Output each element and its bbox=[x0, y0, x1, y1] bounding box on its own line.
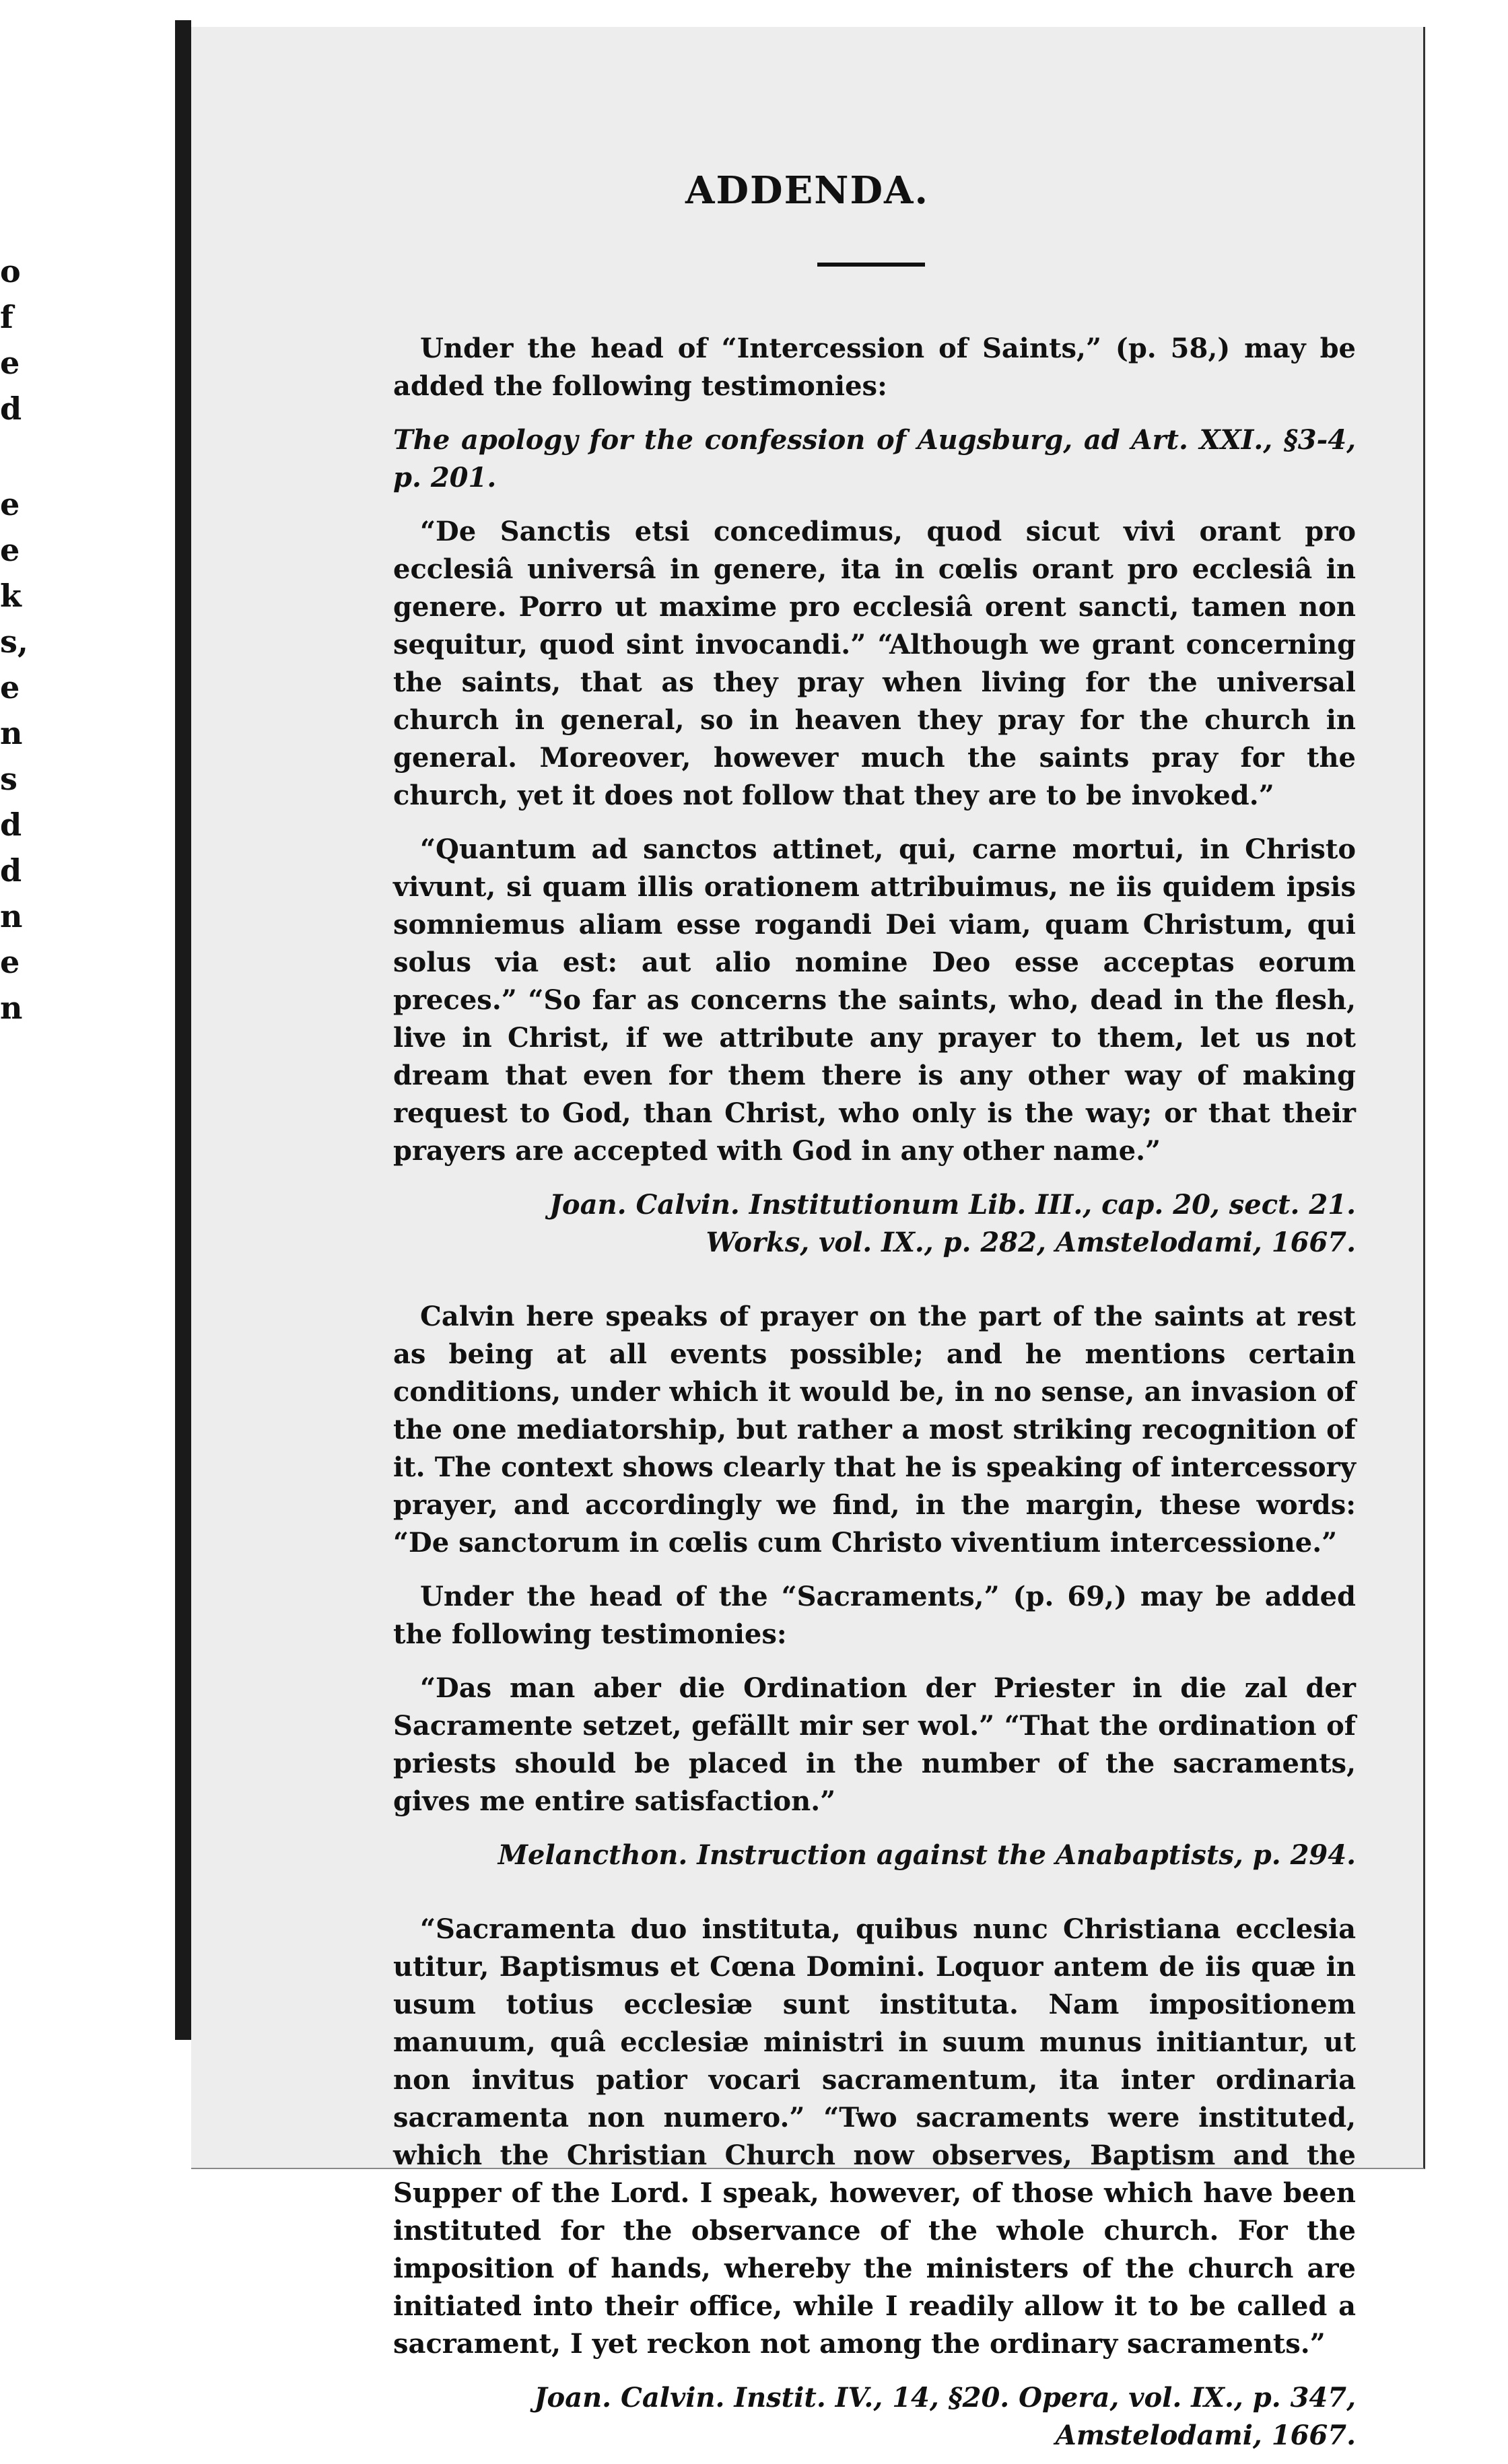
quote-paragraph: “Quantum ad sanctos attinet, qui, carne mortui, in Christo vivunt, si quam illis orationem attribuimus, ne iis quidem ipsis somniemus aliam esse rogandi Dei viam, quam Christum, qui solus via est: aut alio nomine Deo esse acceptas eorum preces.” “So far as concerns the saints, who, dead in the flesh, live in Christ, if we attribute any prayer to them, let us not dream that even for them there is any other way of making request to God, than Christ, who only is the way; or that their prayers are accepted with God in any other name.” bbox=[393, 833, 1356, 1167]
margin-letter: k bbox=[0, 578, 22, 614]
page-body bbox=[393, 330, 1356, 2464]
citation-line: Amstelodami, 1667. bbox=[1055, 2420, 1356, 2451]
section-intro-sacraments: Under the head of the “Sacraments,” (p. 69,) may be added the following testimonies: bbox=[393, 1581, 1356, 1650]
quote-paragraph: “Sacramenta duo instituta, quibus nunc Christiana ecclesia utitur, Baptismus et Cœna Domini. Loquor antem de iis quæ in usum totius ecclesiæ sunt instituta. Nam impositionem manuum, quâ ecclesiæ ministri in suum munus initiantur, ut non invitus patior vocari sacramentum, ita inter ordinaria sacramenta non numero.” “Two sacraments were instituted, which the Christian Church now observes, Baptism and the Supper of the Lord. I speak, however, of those which have been instituted for the observance of the whole church. For the imposition of hands, whereby the ministers of the church are initiated into their office, while I readily allow it to be called a sacrament, I yet reckon not among the ordinary sacraments.” bbox=[393, 1913, 1356, 2360]
section-intro-saints: Under the head of “Intercession of Saints,” (p. 58,) may be added the following testimonies: bbox=[393, 333, 1356, 402]
book-spine bbox=[175, 20, 191, 2040]
margin-letter: e bbox=[0, 345, 20, 381]
margin-letter: e bbox=[0, 486, 20, 522]
page-title: ADDENDA. bbox=[685, 168, 929, 213]
document-page bbox=[191, 27, 1425, 2451]
citation bbox=[393, 2379, 1356, 2455]
margin-letter: n bbox=[0, 715, 23, 751]
citation-line: Joan. Calvin. Instit. IV., 14, §20. Opera, vol. IX., p. 347, bbox=[534, 2382, 1356, 2414]
margin-letter: e bbox=[0, 944, 20, 980]
margin-letter: s bbox=[0, 761, 18, 797]
margin-letter: n bbox=[0, 990, 23, 1026]
citation-line: Joan. Calvin. Institutionum Lib. III., cap. 20, sect. 21. bbox=[549, 1189, 1356, 1221]
margin-letter: d bbox=[0, 852, 22, 889]
margin-letter: s, bbox=[0, 623, 28, 660]
margin-letter: d bbox=[0, 390, 22, 427]
margin-letter: e bbox=[0, 532, 20, 568]
source-reference: The apology for the confession of Augsburg, ad Art. XXI., §3-4, p. 201. bbox=[393, 424, 1356, 493]
citation bbox=[393, 1186, 1356, 1262]
commentary-paragraph: Calvin here speaks of prayer on the part of the saints at rest as being at all events possible; and he mentions certain conditions, under which it would be, in no sense, an invasion of the one mediatorship, but rather a most striking recognition of it. The context shows clearly that he is speaking of intercessory prayer, and accordingly we find, in the margin, these words: “De sanctorum in cœlis cum Christo viventium intercessione.” bbox=[393, 1301, 1356, 1559]
citation-line: Works, vol. IX., p. 282, Amstelodami, 1667. bbox=[706, 1227, 1356, 1258]
title-rule bbox=[817, 263, 925, 267]
margin-letter: f bbox=[0, 299, 13, 335]
margin-letter: o bbox=[0, 253, 21, 289]
citation bbox=[393, 1837, 1356, 1874]
facing-page-edge bbox=[0, 0, 175, 2219]
margin-letter: d bbox=[0, 807, 22, 843]
quote-paragraph: “Das man aber die Ordination der Priester in die zal der Sacramente setzet, gefällt mir ser wol.” “That the ordination of priests should be placed in the number of the sacraments, gives me entire satisfaction.” bbox=[393, 1672, 1356, 1817]
citation-line: Melancthon. Instruction against the Anabaptists, p. 294. bbox=[498, 1839, 1356, 1871]
margin-letter: e bbox=[0, 669, 20, 706]
quote-paragraph: “De Sanctis etsi concedimus, quod sicut vivi orant pro ecclesiâ universâ in genere, ita in cœlis orant pro ecclesiâ in genere. Porro ut maxime pro ecclesiâ orent sancti, tamen non sequitur, quod sint invocandi.” “Although we grant concerning the saints, that as they pray when living for the universal church in general, so in heaven they pray for the church in general. Moreover, however much the saints pray for the church, yet it does not follow that they are to be invoked.” bbox=[393, 516, 1356, 811]
margin-letter: n bbox=[0, 898, 23, 934]
